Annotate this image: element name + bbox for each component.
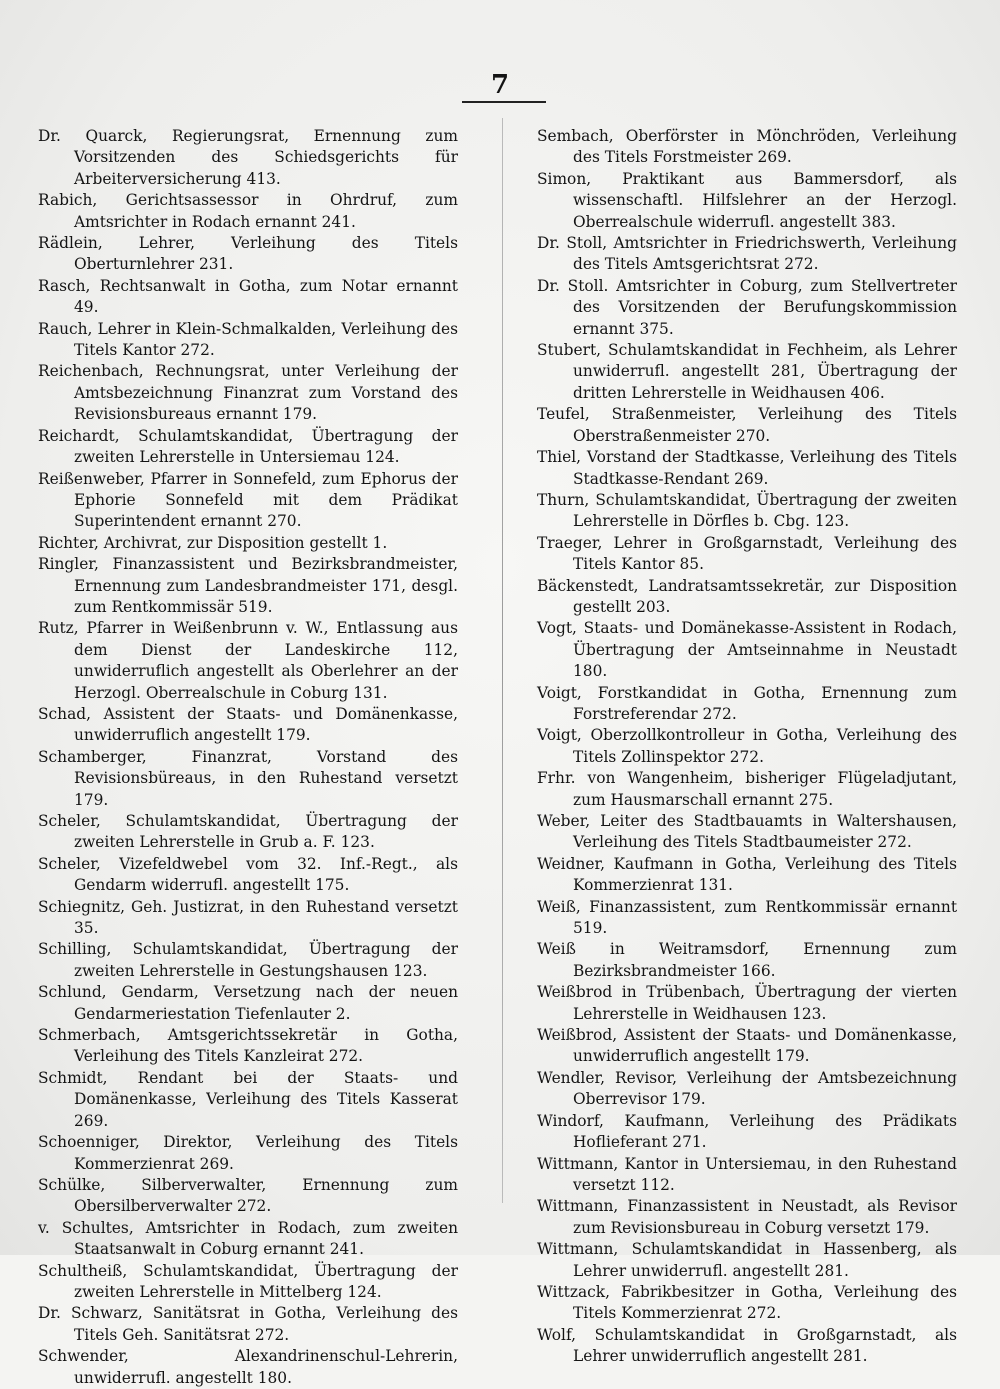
register-entry: Sembach, Oberförster in Mönchröden, Verleihung des Titels Forstmeister 269. (537, 127, 957, 167)
register-entry: Teufel, Straßenmeister, Verleihung des Titels Oberstraßenmeister 270. (537, 405, 957, 445)
register-entry: Schlund, Gendarm, Versetzung nach der neuen Gendarmeriestation Tiefenlauter 2. (38, 983, 458, 1023)
register-entry: Reichardt, Schulamtskandidat, Übertragung der zweiten Lehrerstelle in Untersiemau 124. (38, 426, 458, 467)
register-entry: Reichenbach, Rechnungsrat, unter Verleihung der Amtsbezeichnung Finanzrat zum Vorstand des Revisionsbureaus ernannt 179. (38, 362, 458, 424)
register-entry: Dr. Stoll, Amtsrichter in Friedrichswerth, Verleihung des Titels Amtsgerichtsrat 272. (537, 234, 957, 274)
left-column (38, 126, 458, 1389)
register-entry: v. Schultes, Amtsrichter in Rodach, zum zweiten Staatsanwalt in Coburg ernannt 241. (38, 1218, 458, 1259)
register-entry: Dr. Stoll. Amtsrichter in Coburg, zum Stellvertreter des Vorsitzenden der Berufungskommission ernannt 375. (537, 276, 957, 338)
register-entry: Wittmann, Finanzassistent in Neustadt, als Revisor zum Revisionsbureau in Coburg versetzt 179. (537, 1197, 957, 1237)
column-divider (502, 118, 503, 1203)
right-column (537, 126, 957, 1368)
register-entry: Weißbrod, Assistent der Staats- und Domänenkasse, unwiderruflich angestellt 179. (537, 1026, 957, 1066)
register-entry: Voigt, Forstkandidat in Gotha, Ernennung zum Forstreferendar 272. (537, 683, 957, 723)
register-entry: Thiel, Vorstand der Stadtkasse, Verleihung des Titels Stadtkasse-Rendant 269. (537, 448, 957, 488)
register-entry: Vogt, Staats- und Domänekasse-Assistent in Rodach, Übertragung der Amtseinnahme in Neustadt 180. (537, 619, 957, 681)
register-entry: Schmerbach, Amtsgerichtssekretär in Gotha, Verleihung des Titels Kanzleirat 272. (38, 1026, 458, 1066)
register-entry: Scheler, Vizefeldwebel vom 32. Inf.-Regt., als Gendarm widerrufl. angestellt 175. (38, 854, 458, 895)
register-entry: Schmidt, Rendant bei der Staats- und Domänenkasse, Verleihung des Titels Kasserat 269. (38, 1068, 458, 1130)
register-entry: Dr. Schwarz, Sanitätsrat in Gotha, Verleihung des Titels Geh. Sanitätsrat 272. (38, 1304, 458, 1344)
register-entry: Stubert, Schulamtskandidat in Fechheim, als Lehrer unwiderrufl. angestellt 281, Übertragung der dritten Lehrerstelle in Weidhausen 406. (537, 341, 957, 402)
register-entry: Wittmann, Kantor in Untersiemau, in den Ruhestand versetzt 112. (537, 1154, 957, 1194)
register-entry: Rabich, Gerichtsassessor in Ohrdruf, zum Amtsrichter in Rodach ernannt 241. (38, 191, 458, 231)
register-entry: Schamberger, Finanzrat, Vorstand des Revisionsbüreaus, in den Ruhestand versetzt 179. (38, 747, 458, 809)
register-entry: Richter, Archivrat, zur Disposition gestellt 1. (38, 533, 388, 552)
register-entry: Schad, Assistent der Staats- und Domänenkasse, unwiderruflich angestellt 179. (38, 704, 458, 745)
register-entry: Voigt, Oberzollkontrolleur in Gotha, Verleihung des Titels Zollinspektor 272. (537, 726, 957, 766)
register-entry: Schultheiß, Schulamtskandidat, Übertragung der zweiten Lehrerstelle in Mittelberg 124. (38, 1261, 458, 1301)
register-entry: Rauch, Lehrer in Klein-Schmalkalden, Verleihung des Titels Kantor 272. (38, 319, 458, 360)
register-entry: Traeger, Lehrer in Großgarnstadt, Verleihung des Titels Kantor 85. (537, 533, 957, 574)
register-entry: Rasch, Rechtsanwalt in Gotha, zum Notar ernannt 49. (38, 276, 458, 317)
register-entry: Schoenniger, Direktor, Verleihung des Titels Kommerzienrat 269. (38, 1133, 458, 1173)
register-entry: Wendler, Revisor, Verleihung der Amtsbezeichnung Oberrevisor 179. (537, 1068, 957, 1109)
register-entry: Wittzack, Fabrikbesitzer in Gotha, Verleihung des Titels Kommerzienrat 272. (537, 1282, 957, 1323)
register-entry: Frhr. von Wangenheim, bisheriger Flügeladjutant, zum Hausmarschall ernannt 275. (537, 769, 957, 809)
register-entry: Weiß, Finanzassistent, zum Rentkommissär ernannt 519. (537, 897, 957, 938)
register-entry: Weißbrod in Trübenbach, Übertragung der vierten Lehrerstelle in Weidhausen 123. (537, 983, 957, 1023)
register-entry: Simon, Praktikant aus Bammersdorf, als wissenschaftl. Hilfslehrer an der Herzogl. Oberrealschule widerrufl. angestellt 383. (537, 169, 957, 231)
header-rule (462, 101, 546, 103)
register-entry: Rädlein, Lehrer, Verleihung des Titels Oberturnlehrer 231. (38, 234, 458, 274)
register-entry: Schiegnitz, Geh. Justizrat, in den Ruhestand versetzt 35. (38, 897, 458, 938)
register-entry: Dr. Quarck, Regierungsrat, Ernennung zum Vorsitzenden des Schiedsgerichts für Arbeiterversicherung 413. (38, 127, 458, 188)
register-entry: Ringler, Finanzassistent und Bezirksbrandmeister, Ernennung zum Landesbrandmeister 171, desgl. zum Rentkommissär 519. (38, 555, 458, 616)
page-number: 7 (490, 70, 510, 100)
register-entry: Rutz, Pfarrer in Weißenbrunn v. W., Entlassung aus dem Dienst der Landeskirche 112, unwiderruflich angestellt als Oberlehrer an der Herzogl. Oberrealschule in Coburg 131. (38, 619, 458, 702)
register-entry: Schwender, Alexandrinenschul-Lehrerin, unwiderrufl. angestellt 180. (38, 1347, 458, 1387)
register-entry: Wolf, Schulamtskandidat in Großgarnstadt, als Lehrer unwiderruflich angestellt 281. (537, 1325, 957, 1366)
register-entry: Reißenweber, Pfarrer in Sonnefeld, zum Ephorus der Ephorie Sonnefeld mit dem Prädikat Superintendent ernannt 270. (38, 469, 458, 531)
register-entry: Weber, Leiter des Stadtbauamts in Waltershausen, Verleihung des Titels Stadtbaumeister 272. (537, 812, 957, 852)
register-entry: Weiß in Weitramsdorf, Ernennung zum Bezirksbrandmeister 166. (537, 940, 957, 980)
register-entry: Bäckenstedt, Landratsamtssekretär, zur Disposition gestellt 203. (537, 576, 957, 616)
register-entry: Wittmann, Schulamtskandidat in Hassenberg, als Lehrer unwiderrufl. angestellt 281. (537, 1240, 957, 1280)
register-entry: Thurn, Schulamtskandidat, Übertragung der zweiten Lehrerstelle in Dörfles b. Cbg. 123. (537, 490, 957, 531)
register-entry: Schilling, Schulamtskandidat, Übertragung der zweiten Lehrerstelle in Gestungshausen 123. (38, 940, 458, 980)
register-entry: Schülke, Silberverwalter, Ernennung zum Obersilberverwalter 272. (38, 1175, 458, 1216)
register-entry: Weidner, Kaufmann in Gotha, Verleihung des Titels Kommerzienrat 131. (537, 854, 957, 895)
register-entry: Windorf, Kaufmann, Verleihung des Prädikats Hoflieferant 271. (537, 1111, 957, 1152)
register-entry: Scheler, Schulamtskandidat, Übertragung der zweiten Lehrerstelle in Grub a. F. 123. (38, 812, 458, 852)
